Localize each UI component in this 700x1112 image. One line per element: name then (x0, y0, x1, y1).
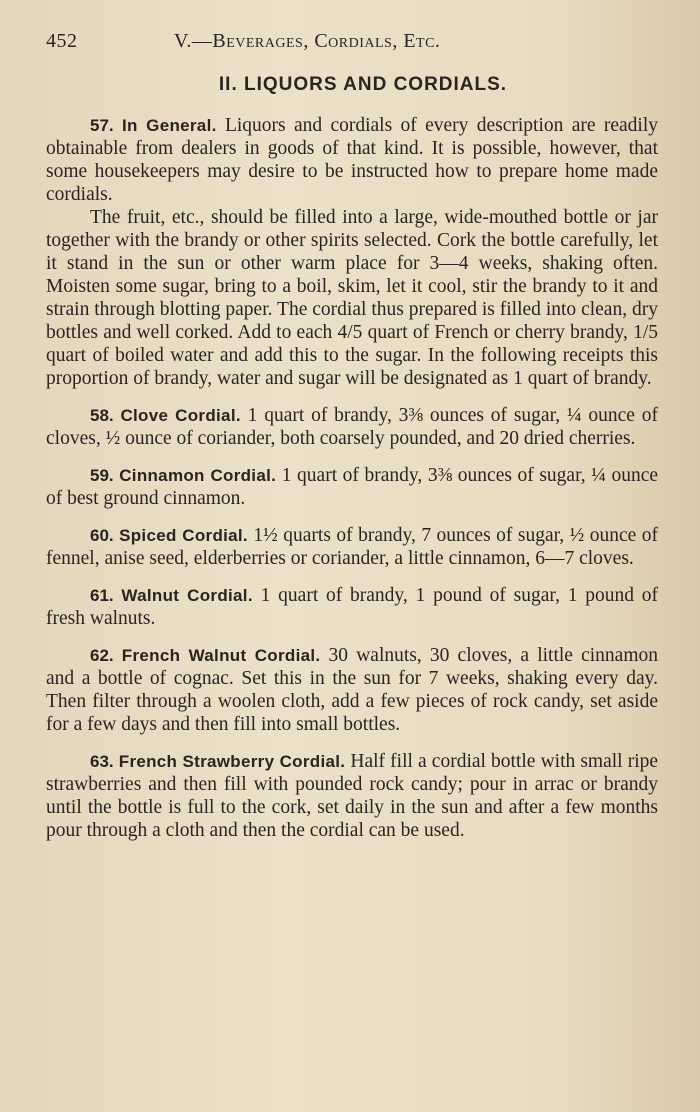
entry-text: 1 quart of brandy, 3⅜ ounces of sugar, ¼ ounce of cloves, ½ ounce of coriander, both coarsely pounded, and 20 dried cherries. (46, 405, 658, 449)
entry-paragraph (46, 644, 658, 736)
entry-text: 30 walnuts, 30 cloves, a little cinnamon and a bottle of cognac. Set this in the sun for 7 weeks, shaking every day. Then filter through a woolen cloth, add a few pieces of rock candy, set aside for a few days and then fill into small bottles. (46, 645, 658, 735)
section-title: II. LIQUORS AND CORDIALS. (218, 74, 508, 95)
entry-59 (46, 464, 658, 510)
entry-60 (46, 524, 658, 570)
entry-heading: French Walnut Cordial. (121, 646, 321, 665)
entry-62 (46, 644, 658, 736)
running-title: V.—Beverages, Cordials, Etc. (174, 30, 441, 52)
entry-text: 1 quart of brandy, 1 pound of sugar, 1 pound of fresh walnuts. (46, 585, 659, 629)
entry-text: Liquors and cordials of every description are readily obtainable from dealers in goods of that kind. It is possible, however, that some housekeepers may desire to be instructed how to prepare home made cordials. (46, 115, 659, 205)
entry-57 (46, 114, 658, 390)
running-head (46, 30, 658, 64)
entry-text: 1 quart of brandy, 3⅜ ounces of sugar, ¼ ounce of best ground cinnamon. (46, 465, 658, 509)
entry-63 (46, 750, 658, 842)
entry-paragraph (46, 114, 658, 206)
entry-text: Half fill a cordial bottle with small ripe strawberries and then fill with pounded rock candy; pour in arrac or brandy until the bottle is full to the cork, set daily in the sun and after a few months pour through a cloth and then the cordial can be used. (46, 751, 659, 841)
entry-text: 1½ quarts of brandy, 7 ounces of sugar, ½ ounce of fennel, anise seed, elderberries or coriander, a little cinnamon, 6—7 cloves. (46, 525, 659, 569)
entry-number: 57. (90, 116, 114, 135)
entry-paragraph-continued: The fruit, etc., should be filled into a large, wide-mouthed bottle or jar together with the brandy or other spirits selected. Cork the bottle carefully, let it stand in the sun or other warm place for 3—4 weeks, shaking often. Moisten some sugar, bring to a boil, skim, let it cool, stir the brandy to it and strain through blotting paper. The cordial thus prepared is filled into clean, dry bottles and well corked. Add to each 4/5 quart of French or cherry brandy, 1/5 quart of boiled water and add this to the sugar. In the following receipts this proportion of brandy, water and sugar will be designated as 1 quart of brandy. (46, 207, 658, 389)
entry-heading: Clove Cordial. (120, 406, 241, 425)
entry-number: 59. (90, 466, 114, 485)
entry-number: 63. (90, 752, 114, 771)
entry-heading: Cinnamon Cordial. (119, 466, 277, 485)
entry-heading: In General. (121, 116, 217, 135)
entry-heading: Walnut Cordial. (121, 586, 253, 605)
entry-number: 60. (90, 526, 114, 545)
entry-heading: French Strawberry Cordial. (118, 752, 346, 771)
entry-number: 61. (90, 586, 114, 605)
entry-paragraph (46, 464, 658, 510)
entry-paragraph (46, 584, 658, 630)
entry-number: 62. (90, 646, 114, 665)
entry-paragraph (46, 524, 658, 570)
entry-61 (46, 584, 658, 630)
entry-number: 58. (90, 406, 114, 425)
page-number: 452 (46, 30, 78, 52)
entry-paragraph (46, 750, 658, 842)
entry-58 (46, 404, 658, 450)
entry-paragraph (46, 404, 658, 450)
entry-heading: Spiced Cordial. (119, 526, 248, 545)
